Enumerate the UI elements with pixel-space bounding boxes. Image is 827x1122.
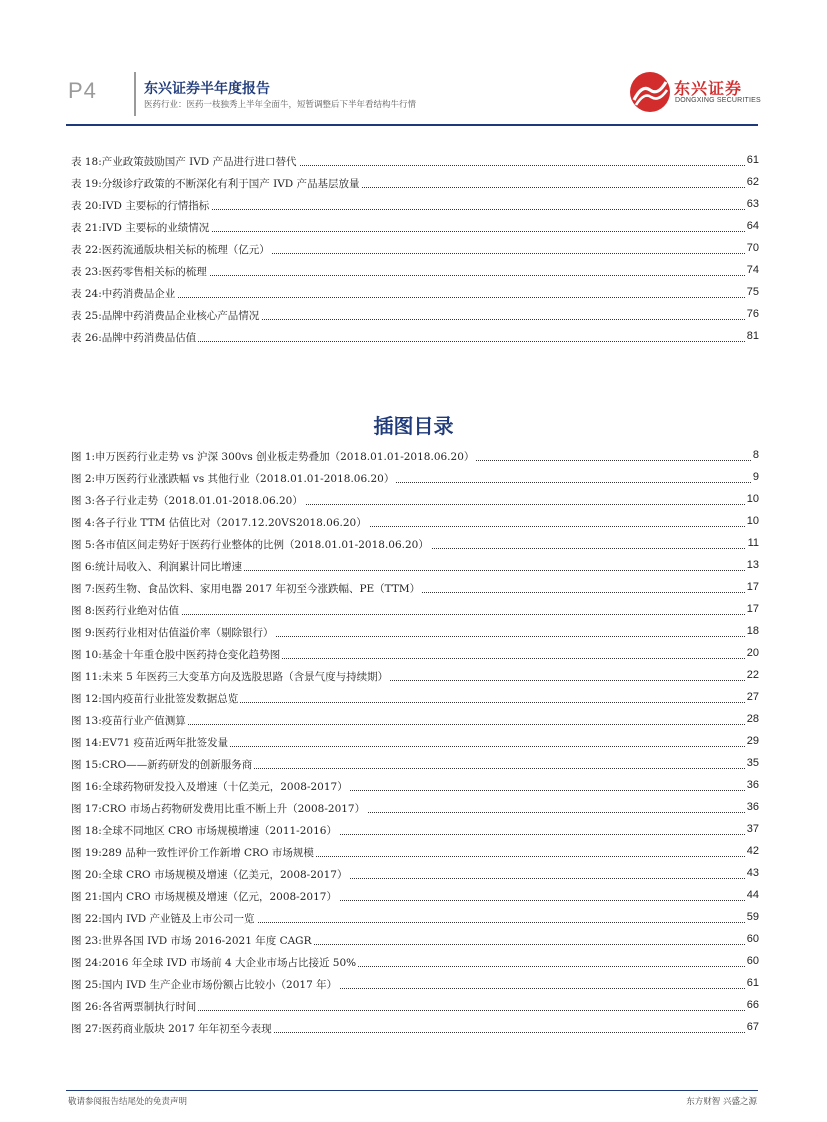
toc-entry-label: 图 6:统计局收入、利润累计同比增速 <box>71 561 243 573</box>
toc-entry-label: 图 15:CRO——新药研发的创新服务商 <box>71 759 253 771</box>
toc-entry[interactable] <box>71 975 759 993</box>
toc-entry-label: 图 21:国内 CRO 市场规模及增速（亿元，2008-2017） <box>71 891 337 903</box>
toc-entry-page: 60 <box>746 955 759 967</box>
toc-entry-label: 表 22:医药流通版块相关标的梳理（亿元） <box>71 244 270 256</box>
toc-entry-label: 图 8:医药行业绝对估值 <box>71 605 180 617</box>
toc-entry-page: 17 <box>746 603 759 615</box>
toc-entry-page: 42 <box>746 845 759 857</box>
toc-entry-label: 图 24:2016 年全球 IVD 市场前 4 大企业市场占比接近 50% <box>71 957 357 969</box>
toc-entry[interactable] <box>71 667 759 685</box>
toc-entry[interactable] <box>71 1019 759 1037</box>
toc-entry[interactable] <box>71 469 759 487</box>
toc-entry-page: 13 <box>746 559 759 571</box>
toc-entry-label: 图 10:基金十年重仓股中医药持仓变化趋势图 <box>71 649 281 661</box>
toc-entry-page: 22 <box>746 669 759 681</box>
toc-entry-page: 27 <box>746 691 759 703</box>
header-rule <box>66 124 758 126</box>
toc-entry-page: 37 <box>746 823 759 835</box>
toc-entry[interactable] <box>71 218 759 236</box>
toc-entry[interactable] <box>71 284 759 302</box>
toc-entry-page: 11 <box>747 537 759 549</box>
toc-entry[interactable] <box>71 887 759 905</box>
toc-entry-label: 表 25:品牌中药消费品企业核心产品情况 <box>71 310 260 322</box>
toc-entry-label: 图 4:各子行业 TTM 估值比对（2017.12.20VS2018.06.20） <box>71 517 367 529</box>
toc-entry-label: 图 23:世界各国 IVD 市场 2016-2021 年度 CAGR <box>71 935 312 947</box>
toc-entry[interactable] <box>71 733 759 751</box>
toc-entry-label: 表 19:分级诊疗政策的不断深化有利于国产 IVD 产品基层放量 <box>71 178 360 190</box>
toc-entry[interactable] <box>71 931 759 949</box>
report-subtitle: 医药行业：医药一枝独秀上半年全面牛，短暂调整后下半年看结构牛行情 <box>144 100 417 110</box>
toc-entry[interactable] <box>71 799 759 817</box>
toc-entry-label: 图 14:EV71 疫苗近两年批签发量 <box>71 737 229 749</box>
logo-mark-icon <box>628 70 672 114</box>
toc-entry-page: 9 <box>752 471 759 483</box>
report-title: 东兴证券半年度报告 <box>144 81 270 97</box>
toc-entry[interactable] <box>71 865 759 883</box>
toc-entry-label: 图 1:申万医药行业走势 vs 沪深 300vs 创业板走势叠加（2018.01.01-2018.06.20） <box>71 451 475 463</box>
page-header <box>0 0 827 130</box>
page-number: P4 <box>68 78 97 103</box>
toc-entry[interactable] <box>71 262 759 280</box>
toc-entry[interactable] <box>71 711 759 729</box>
toc-entry[interactable] <box>71 821 759 839</box>
toc-entry-page: 61 <box>746 977 759 989</box>
toc-entry[interactable] <box>71 601 759 619</box>
toc-entry-label: 图 17:CRO 市场占药物研发费用比重不断上升（2008-2017） <box>71 803 366 815</box>
toc-entry-page: 20 <box>746 647 759 659</box>
toc-entry[interactable] <box>71 174 759 192</box>
toc-entry[interactable] <box>71 623 759 641</box>
toc-entry-label: 图 12:国内疫苗行业批签发数据总览 <box>71 693 239 705</box>
toc-entry-page: 10 <box>746 515 759 527</box>
toc-entry-page: 75 <box>746 286 759 298</box>
toc-entry-page: 43 <box>746 867 759 879</box>
toc-entry[interactable] <box>71 491 759 509</box>
footer-rule <box>66 1090 758 1091</box>
toc-entry-page: 59 <box>746 911 759 923</box>
toc-entry[interactable] <box>71 579 759 597</box>
toc-entry[interactable] <box>71 513 759 531</box>
toc-entry-page: 66 <box>746 999 759 1011</box>
toc-entry-label: 图 16:全球药物研发投入及增速（十亿美元，2008-2017） <box>71 781 348 793</box>
toc-entry-page: 44 <box>746 889 759 901</box>
toc-entry-page: 76 <box>746 308 759 320</box>
toc-entry-page: 29 <box>746 735 759 747</box>
toc-entry[interactable] <box>71 997 759 1015</box>
toc-entry[interactable] <box>71 152 759 170</box>
company-logo <box>628 70 768 114</box>
toc-entry-label: 图 3:各子行业走势（2018.01.01-2018.06.20） <box>71 495 303 507</box>
toc-entry-label: 表 23:医药零售相关标的梳理 <box>71 266 207 278</box>
figures-section-title: 插图目录 <box>373 414 454 438</box>
toc-entry-page: 81 <box>746 330 759 342</box>
toc-entry-label: 图 9:医药行业相对估值溢价率（剔除银行） <box>71 627 274 639</box>
toc-entry[interactable] <box>71 306 759 324</box>
toc-entry[interactable] <box>71 777 759 795</box>
toc-entry-label: 图 18:全球不同地区 CRO 市场规模增速（2011-2016） <box>71 825 337 837</box>
toc-entry-label: 表 18:产业政策鼓励国产 IVD 产品进行进口替代 <box>71 156 297 168</box>
toc-entry-label: 图 26:各省两票制执行时间 <box>71 1001 197 1013</box>
toc-entry-label: 图 25:国内 IVD 生产企业市场份额占比较小（2017 年） <box>71 979 338 991</box>
toc-entry[interactable] <box>71 196 759 214</box>
toc-entry[interactable] <box>71 328 759 346</box>
toc-entry-page: 61 <box>746 154 759 166</box>
toc-entry-page: 18 <box>746 625 759 637</box>
toc-entry-label: 表 26:品牌中药消费品估值 <box>71 332 197 344</box>
toc-entry-label: 图 19:289 品种一致性评价工作新增 CRO 市场规模 <box>71 847 314 859</box>
toc-entry[interactable] <box>71 535 759 553</box>
toc-entry-label: 图 27:医药商业版块 2017 年年初至今表现 <box>71 1023 272 1035</box>
toc-entry-page: 35 <box>746 757 759 769</box>
toc-entry-label: 表 21:IVD 主要标的业绩情况 <box>71 222 210 234</box>
toc-entry-page: 36 <box>746 801 759 813</box>
toc-entry-page: 63 <box>746 198 759 210</box>
toc-entry[interactable] <box>71 447 759 465</box>
toc-entry-page: 36 <box>746 779 759 791</box>
logo-chinese-name: 东兴证券 <box>674 79 743 98</box>
toc-entry-label: 图 5:各市值区间走势好于医药行业整体的比例（2018.01.01-2018.06.20） <box>71 539 429 551</box>
toc-entry-page: 17 <box>746 581 759 593</box>
company-slogan: 东方财智 兴盛之源 <box>686 1097 757 1107</box>
toc-entry[interactable] <box>71 755 759 773</box>
toc-entry-page: 8 <box>752 449 759 461</box>
toc-entry-page: 62 <box>746 176 759 188</box>
toc-entry-page: 70 <box>746 242 759 254</box>
toc-entry-label: 图 20:全球 CRO 市场规模及增速（亿美元，2008-2017） <box>71 869 348 881</box>
logo-english-name: DONGXING SECURITIES <box>675 97 761 104</box>
toc-entry-label: 表 20:IVD 主要标的行情指标 <box>71 200 210 212</box>
toc-entry-page: 28 <box>746 713 759 725</box>
toc-entry-label: 图 2:申万医药行业涨跌幅 vs 其他行业（2018.01.01-2018.06.20） <box>71 473 395 485</box>
toc-entry[interactable] <box>71 645 759 663</box>
toc-entry[interactable] <box>71 843 759 861</box>
toc-entry-page: 10 <box>746 493 759 505</box>
toc-entry-page: 67 <box>746 1021 759 1033</box>
disclaimer-note: 敬请参阅报告结尾处的免责声明 <box>68 1097 188 1107</box>
toc-entry-page: 74 <box>746 264 759 276</box>
toc-entry[interactable] <box>71 909 759 927</box>
toc-entry[interactable] <box>71 557 759 575</box>
header-divider <box>134 72 136 116</box>
toc-entry-page: 64 <box>746 220 759 232</box>
toc-entry[interactable] <box>71 689 759 707</box>
toc-entry-label: 表 24:中药消费品企业 <box>71 288 176 300</box>
toc-entry-label: 图 13:疫苗行业产值测算 <box>71 715 186 727</box>
toc-entry-label: 图 7:医药生物、食品饮料、家用电器 2017 年初至今涨跌幅、PE（TTM） <box>71 583 421 595</box>
toc-entry-label: 图 22:国内 IVD 产业链及上市公司一览 <box>71 913 255 925</box>
toc-entry[interactable] <box>71 953 759 971</box>
toc-entry-label: 图 11:未来 5 年医药三大变革方向及选股思路（含景气度与持续期） <box>71 671 389 683</box>
toc-entry[interactable] <box>71 240 759 258</box>
toc-entry-page: 60 <box>746 933 759 945</box>
